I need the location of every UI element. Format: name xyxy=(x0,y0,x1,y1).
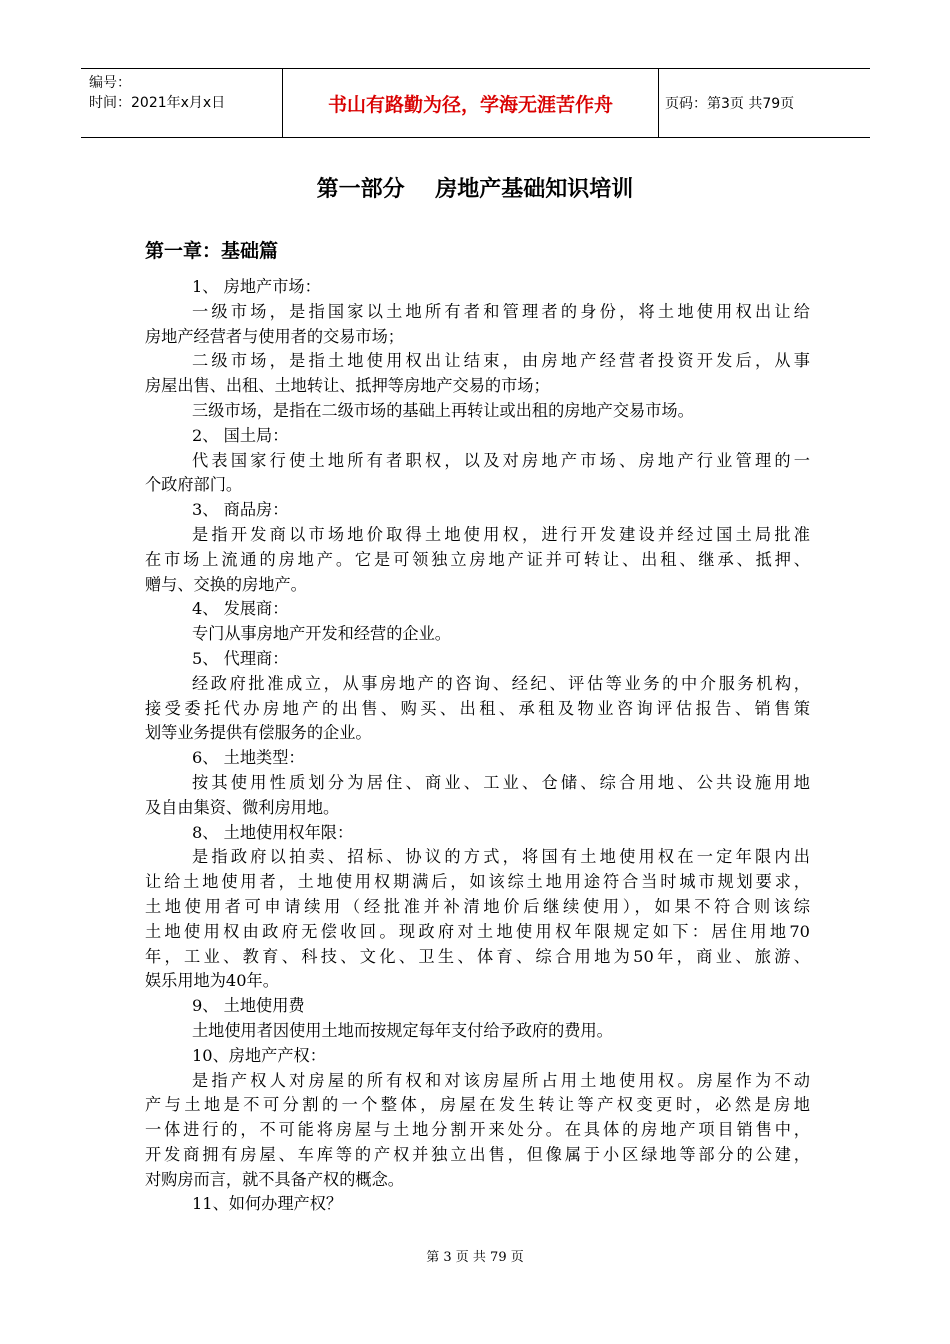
text-line: 按其使用性质划分为居住、商业、工业、仓储、综合用地、公共设施用地 xyxy=(192,772,810,792)
chapter-heading: 第一章：基础篇 xyxy=(145,240,279,262)
page-footer: 第 3 页 共 79 页 xyxy=(426,1250,524,1265)
text-line: 开发商拥有房屋、车库等的产权并独立出售，但像属于小区绿地等部分的公建， xyxy=(145,1144,810,1164)
text-line: 一体进行的，不可能将房屋与土地分割开来处分。在具体的房地产项目销售中， xyxy=(145,1120,810,1140)
header-motto: 书山有路勤为径，学海无涯苦作舟 xyxy=(283,69,659,137)
text-line: 二级市场，是指土地使用权出让结束，由房地产经营者投资开发后，从事 xyxy=(192,351,810,371)
serial-label: 编号： xyxy=(89,75,131,91)
text-line: 代表国家行使土地所有者职权，以及对房地产市场、房地产行业管理的一 xyxy=(192,450,810,470)
text-line: 在市场上流通的房地产。它是可领独立房地产证并可转让、出租、继承、抵押、 xyxy=(145,549,810,569)
text-line: 2、 国土局： xyxy=(192,425,289,445)
text-line: 房屋出售、出租、土地转让、抵押等房地产交易的市场； xyxy=(145,376,550,396)
text-line: 9、 土地使用费 xyxy=(192,996,305,1016)
text-line: 接受委托代办房地产的出售、购买、出租、承租及物业咨询评估报告、销售策 xyxy=(145,698,810,718)
text-line: 4、 发展商： xyxy=(192,599,289,619)
text-line: 一级市场，是指国家以土地所有者和管理者的身份，将土地使用权出让给 xyxy=(192,301,810,321)
header-meta-cell xyxy=(81,69,283,137)
text-line: 及自由集资、微利房用地。 xyxy=(145,797,340,817)
text-line: 经政府批准成立，从事房地产的咨询、经纪、评估等业务的中介服务机构， xyxy=(192,673,810,693)
text-line: 让给土地使用者，土地使用权期满后，如该综土地用途符合当时城市规划要求， xyxy=(145,872,810,892)
body-text xyxy=(145,275,810,1217)
text-line: 土地使用权由政府无偿收回。现政府对土地使用权年限规定如下：居住用地70 xyxy=(145,921,810,941)
header-page-info: 页码：第3页 共79页 xyxy=(665,96,795,112)
text-line: 划等业务提供有偿服务的企业。 xyxy=(145,723,372,743)
date-label: 时间：2021年x月x日 xyxy=(89,95,226,111)
text-line: 三级市场，是指在二级市场的基础上再转让或出租的房地产交易市场。 xyxy=(192,400,694,420)
text-line: 房地产经营者与使用者的交易市场； xyxy=(145,326,404,346)
text-line: 6、 土地类型： xyxy=(192,748,305,768)
text-line: 对购房而言，就不具备产权的概念。 xyxy=(145,1169,404,1189)
text-line: 是指产权人对房屋的所有权和对该房屋所占用土地使用权。房屋作为不动 xyxy=(192,1070,810,1090)
text-line: 土地使用者因使用土地而按规定每年支付给予政府的费用。 xyxy=(192,1020,613,1040)
text-line: 3、 商品房： xyxy=(192,500,289,520)
text-line: 土地使用者可申请续用（经批准并补清地价后继续使用），如果不符合则该综 xyxy=(145,896,810,916)
text-line: 年，工业、教育、科技、文化、卫生、体育、综合用地为50年，商业、旅游、 xyxy=(145,946,810,966)
text-line: 5、 代理商： xyxy=(192,648,289,668)
header-table xyxy=(81,68,870,138)
text-line: 娱乐用地为40年。 xyxy=(145,971,279,991)
text-line: 是指政府以拍卖、招标、协议的方式，将国有土地使用权在一定年限内出 xyxy=(192,847,810,867)
text-line: 11、如何办理产权？ xyxy=(192,1194,343,1214)
text-line: 1、 房地产市场： xyxy=(192,277,321,296)
text-line: 赠与、交换的房地产。 xyxy=(145,574,307,594)
text-line: 是指开发商以市场地价取得土地使用权，进行开发建设并经过国土局批准 xyxy=(192,524,810,544)
text-line: 专门从事房地产开发和经营的企业。 xyxy=(192,624,451,644)
text-line: 10、房地产产权： xyxy=(192,1045,326,1065)
text-line: 8、 土地使用权年限： xyxy=(192,822,354,842)
document-title: 第一部分 房地产基础知识培训 xyxy=(316,177,634,202)
text-line: 个政府部门。 xyxy=(145,475,243,495)
text-line: 产与土地是不可分割的一个整体，房屋在发生转让等产权变更时，必然是房地 xyxy=(145,1095,810,1115)
